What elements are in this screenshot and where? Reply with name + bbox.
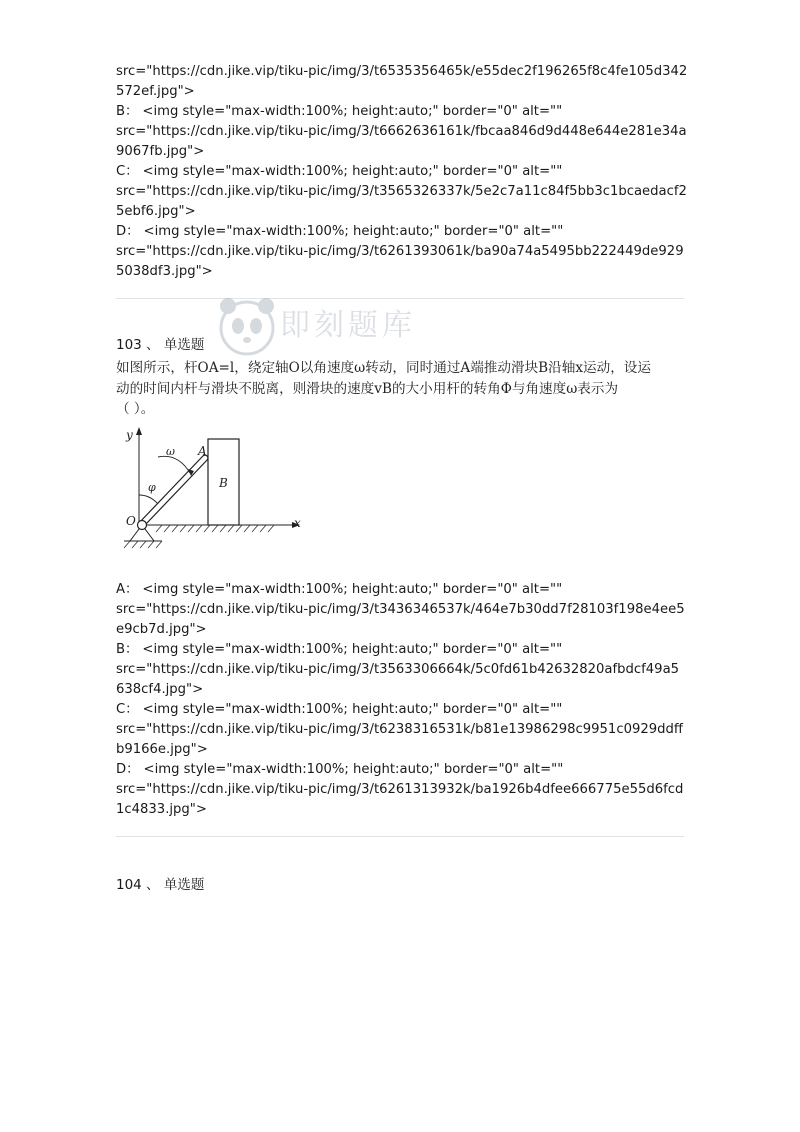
text-line: src="https://cdn.jike.vip/tiku-pic/img/3/t3436346537k/464e7b30dd7f28103f198e4ee5 bbox=[116, 602, 685, 617]
q102-options-tail bbox=[116, 62, 686, 282]
text-line: src="https://cdn.jike.vip/tiku-pic/img/3/t3563306664k/5c0fd61b42632820afbdcf49a5 bbox=[116, 662, 680, 677]
label-o: O bbox=[126, 514, 136, 528]
pivot-o bbox=[138, 521, 147, 530]
watermark-text: 即刻题库 bbox=[280, 308, 416, 343]
text-line: e9cb7d.jpg"> bbox=[116, 622, 207, 637]
option-b-line: B： <img style="max-width:100%; height:auto;" border="0" alt="" bbox=[116, 104, 563, 119]
ground-hatch bbox=[156, 525, 274, 532]
question-103-options bbox=[116, 580, 686, 820]
question-104-header: 104 、 单选题 bbox=[116, 877, 205, 893]
text-line: 5ebf6.jpg"> bbox=[116, 204, 196, 219]
omega-arc bbox=[158, 456, 190, 473]
support-hatch bbox=[124, 541, 162, 548]
option-c-line: C： <img style="max-width:100%; height:auto;" border="0" alt="" bbox=[116, 702, 563, 717]
text-line: b9166e.jpg"> bbox=[116, 742, 208, 757]
label-phi: φ bbox=[148, 481, 156, 494]
stem-line: （ ）。 bbox=[116, 401, 155, 417]
text-line: src="https://cdn.jike.vip/tiku-pic/img/3/t6261313932k/ba1926b4dfee666775e55d6fcd bbox=[116, 782, 684, 797]
phi-arc bbox=[139, 495, 158, 504]
label-y: y bbox=[126, 428, 133, 442]
question-103-header: 103 、 单选题 bbox=[116, 337, 205, 353]
text-line: 9067fb.jpg"> bbox=[116, 144, 205, 159]
text-line: src="https://cdn.jike.vip/tiku-pic/img/3/t6261393061k/ba90a74a5495bb222449de929 bbox=[116, 244, 684, 259]
y-axis-arrow bbox=[136, 427, 142, 435]
label-omega: ω bbox=[166, 445, 175, 458]
option-d-line: D： <img style="max-width:100%; height:auto;" border="0" alt="" bbox=[116, 762, 564, 777]
mechanism-figure bbox=[118, 425, 308, 565]
text-line: src="https://cdn.jike.vip/tiku-pic/img/3/t6238316531k/b81e13986298c9951c0929ddff bbox=[116, 722, 683, 737]
label-x: x bbox=[294, 516, 301, 530]
stem-line: 动的时间内杆与滑块不脱离，则滑块的速度vB的大小用杆的转角Φ与角速度ω表示为 bbox=[116, 380, 619, 397]
text-line: 5038df3.jpg"> bbox=[116, 264, 213, 279]
label-a: A bbox=[198, 444, 207, 458]
text-line: 1c4833.jpg"> bbox=[116, 802, 207, 817]
label-b: B bbox=[219, 476, 228, 490]
text-line: src="https://cdn.jike.vip/tiku-pic/img/3/t6662636161k/fbcaa846d9d448e644e281e34a bbox=[116, 124, 687, 139]
text-line: 638cf4.jpg"> bbox=[116, 682, 204, 697]
panda-logo-icon bbox=[212, 288, 282, 368]
option-a-line: A： <img style="max-width:100%; height:auto;" border="0" alt="" bbox=[116, 582, 563, 597]
option-b-line: B： <img style="max-width:100%; height:auto;" border="0" alt="" bbox=[116, 642, 563, 657]
text-line: src="https://cdn.jike.vip/tiku-pic/img/3/t6535356465k/e55dec2f196265f8c4fe105d342 bbox=[116, 64, 688, 79]
option-c-line: C： <img style="max-width:100%; height:auto;" border="0" alt="" bbox=[116, 164, 563, 179]
option-d-line: D： <img style="max-width:100%; height:auto;" border="0" alt="" bbox=[116, 224, 564, 239]
divider bbox=[116, 836, 684, 837]
stem-line: 如图所示，杆OA=l，绕定轴O以角速度ω转动，同时通过A端推动滑块B沿轴x运动，设运 bbox=[116, 360, 651, 376]
watermark bbox=[212, 288, 452, 368]
text-line: 572ef.jpg"> bbox=[116, 84, 195, 99]
text-line: src="https://cdn.jike.vip/tiku-pic/img/3/t3565326337k/5e2c7a11c84f5bb3c1bcaedacf2 bbox=[116, 184, 687, 199]
